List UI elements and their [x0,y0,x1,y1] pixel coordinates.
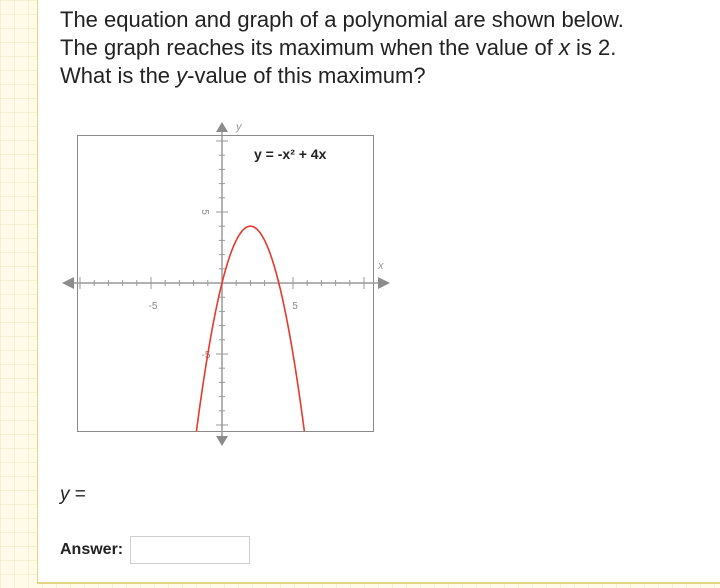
tick-label-y-pos-5: 5 [199,209,210,215]
question-var-x: x [558,35,570,60]
tick-label-x-pos-5: 5 [292,301,298,312]
parabola-curve [196,226,304,431]
y-axis-label: y [236,121,242,133]
question-line-1: The equation and graph of a polynomial are shown below. [60,7,624,32]
y-equals-var: y [60,484,70,505]
y-equals-prompt [60,484,86,506]
answer-label: Answer: [60,541,124,558]
question-card [37,0,720,584]
x-axis-left-arrow-icon [62,277,74,289]
question-line-2-pre: The graph reaches its maximum when the value of [60,35,559,60]
y-axis-down-arrow-icon [216,436,228,446]
y-axis-up-arrow-icon [216,122,228,132]
y-equals-sign: = [69,484,86,505]
equation-label: y = -x² + 4x [254,146,327,162]
question-line-2-post: is 2. [569,35,617,60]
question-var-y: y [176,63,188,88]
tick-label-x-neg-5: -5 [148,301,158,312]
x-axis-right-arrow-icon [378,277,390,289]
polynomial-graph [38,0,720,470]
x-axis-label: x [378,260,384,272]
question-line-3-post: -value of this maximum? [187,63,426,88]
tick-label-y-neg-5: -5 [201,350,211,361]
axes [62,122,390,446]
answer-input[interactable] [130,536,250,564]
question-line-3-pre: What is the [60,63,177,88]
